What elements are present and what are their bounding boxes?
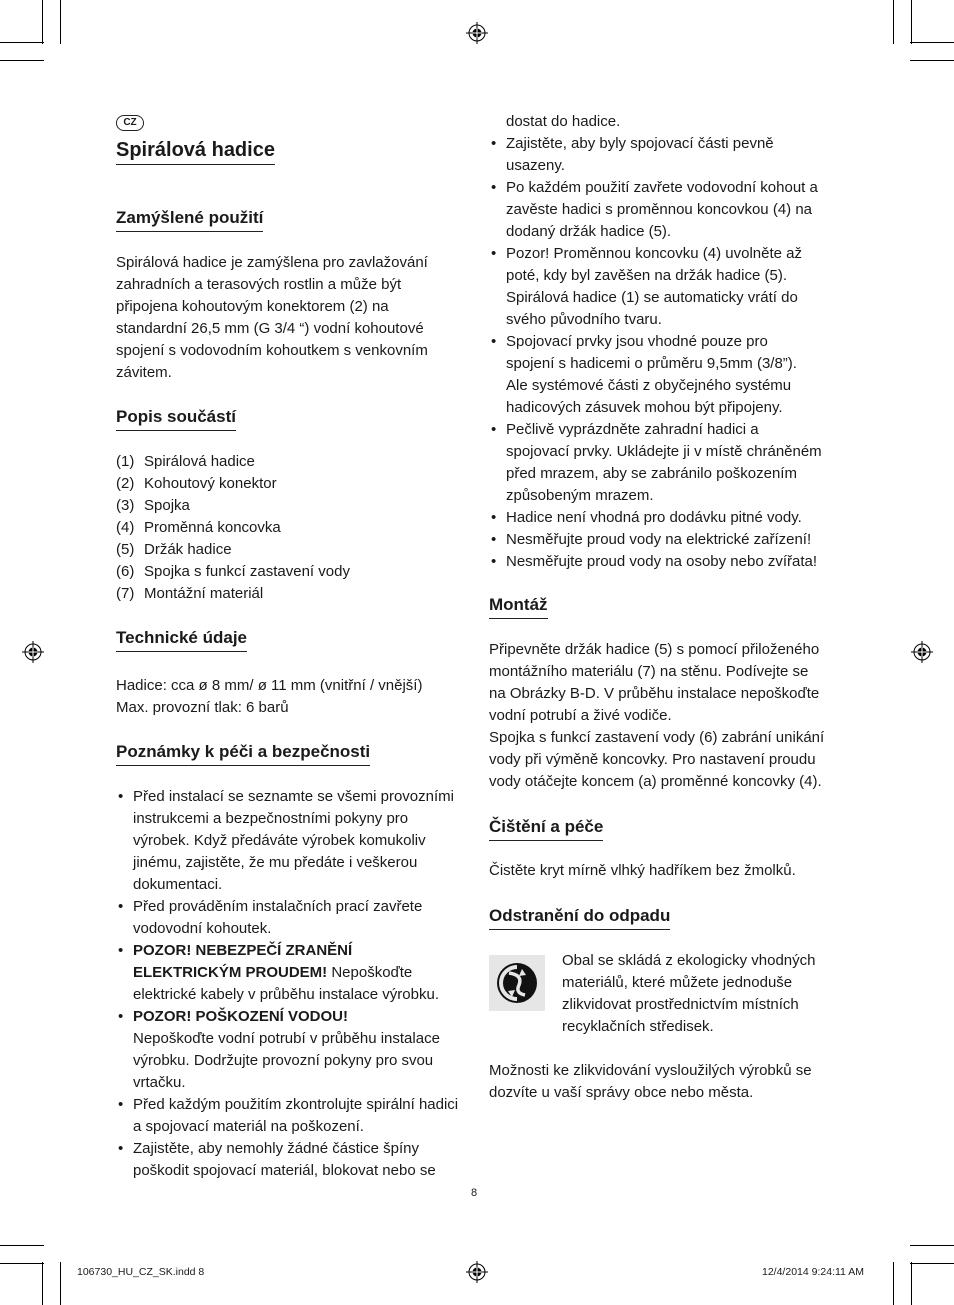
part-label: Spojka xyxy=(144,497,190,514)
text-line: vody při výměně koncovky. Pro nastavení proudu xyxy=(489,751,816,768)
text-line: Spirálová hadice je zamýšlena pro zavlažování xyxy=(116,254,428,271)
text-line: způsobeným mrazem. xyxy=(506,487,654,504)
crop-mark xyxy=(911,1262,912,1305)
list-item xyxy=(116,896,468,940)
text-line: Možnosti ke zlikvidování vysloužilých výrobků se xyxy=(489,1062,812,1079)
text-line: závitem. xyxy=(116,364,172,381)
text-line: před mrazem, aby se zabránilo poškozením xyxy=(506,465,797,482)
text-line: poté, kdy byl zavěšen na držák hadice (5). xyxy=(506,267,787,284)
list-item xyxy=(116,539,461,561)
crop-mark xyxy=(0,1263,44,1264)
parts-list xyxy=(116,451,461,605)
list-item xyxy=(489,419,839,507)
text-line: Spojka s funkcí zastavení vody (6) zabrání unikání xyxy=(489,729,825,746)
registration-mark-icon xyxy=(466,22,488,44)
page-title: Spirálová hadice xyxy=(116,137,275,165)
list-item xyxy=(116,517,461,539)
text-line: hadicových zásuvek mohou být připojeny. xyxy=(506,399,783,416)
text-line: na Obrázky B-D. V průběhu instalace nepoškoďte xyxy=(489,685,820,702)
warning-text: • POZOR! NEBEZPEČÍ ZRANĚNÍ xyxy=(133,942,353,959)
part-number: (6) xyxy=(116,563,135,580)
section-safety xyxy=(116,741,370,766)
text-line: Čistěte kryt mírně vlhký hadříkem bez žmolků. xyxy=(489,862,796,879)
part-number: (5) xyxy=(116,541,135,558)
section-heading: Popis součástí xyxy=(116,406,236,431)
intended-use-text xyxy=(116,252,461,384)
crop-mark xyxy=(893,1262,894,1305)
green-dot-recycle-icon xyxy=(489,955,545,1011)
text-line: dostat do hadice. xyxy=(506,113,621,130)
part-label: Kohoutový konektor xyxy=(144,475,277,492)
registration-mark-icon xyxy=(22,641,44,663)
warning-text: • POZOR! POŠKOZENÍ VODOU! xyxy=(133,1008,349,1025)
safety-list-left xyxy=(116,786,468,1182)
crop-mark xyxy=(0,1245,44,1246)
crop-mark xyxy=(893,0,894,44)
crop-mark xyxy=(0,60,44,61)
text-line: spojení s vodovodním kohoutkem s venkovním xyxy=(116,342,428,359)
tech-text xyxy=(116,675,461,719)
warning-text: ELEKTRICKÝM PROUDEM! xyxy=(133,964,328,981)
part-label: Spojka s funkcí zastavení vody xyxy=(144,563,350,580)
section-heading: Odstranění do odpadu xyxy=(489,905,670,930)
text-line: zlikvidovat prostřednictvím místních xyxy=(562,996,799,1013)
part-number: (4) xyxy=(116,519,135,536)
part-label: Spirálová hadice xyxy=(144,453,255,470)
list-item xyxy=(489,177,839,243)
text-line: jinému, zajistěte, že mu předáte i veškerou xyxy=(133,854,418,871)
list-item xyxy=(116,495,461,517)
crop-mark xyxy=(911,0,912,44)
text-line: • Hadice není vhodná pro dodávku pitné vody. xyxy=(506,509,802,526)
text-line: vodovodní kohoutek. xyxy=(133,920,272,937)
text-line: svého původního tvaru. xyxy=(506,311,662,328)
section-disposal xyxy=(489,905,670,930)
text-line: Připevněte držák hadice (5) s pomocí přiloženého xyxy=(489,641,820,658)
text-line: elektrické kabely v průběhu instalace výrobku. xyxy=(133,986,439,1003)
text-line: • Nesměřujte proud vody na osoby nebo zvířata! xyxy=(506,553,818,570)
text-line: vody otáčejte koncem (a) proměnné koncovky (4). xyxy=(489,773,822,790)
section-heading: Zamýšlené použití xyxy=(116,207,263,232)
language-badge: CZ xyxy=(116,115,144,131)
safety-list-right xyxy=(489,111,839,573)
list-item xyxy=(489,551,839,573)
section-heading: Poznámky k péči a bezpečnosti xyxy=(116,741,370,766)
text-line: Spirálová hadice (1) se automaticky vrátí do xyxy=(506,289,798,306)
part-label: Montážní materiál xyxy=(144,585,264,602)
crop-mark xyxy=(910,60,954,61)
crop-mark xyxy=(910,1245,954,1246)
text-line: • Před každým použitím zkontrolujte spirální hadici xyxy=(133,1096,459,1113)
text-line: • Nesměřujte proud vody na elektrické zařízení! xyxy=(506,531,812,548)
text-line: Hadice: cca ø 8 mm/ ø 11 mm (vnitřní / vnější) xyxy=(116,677,423,694)
text-line: připojena kohoutovým konektorem (2) na xyxy=(116,298,389,315)
text-line: • Před prováděním instalačních prací zavřete xyxy=(133,898,423,915)
part-number: (1) xyxy=(116,453,135,470)
text-line: • Zajistěte, aby byly spojovací části pevně xyxy=(506,135,774,152)
footer-file-info: 106730_HU_CZ_SK.indd 8 xyxy=(77,1266,205,1278)
text-line: Max. provozní tlak: 6 barů xyxy=(116,699,289,716)
section-intended-use xyxy=(116,207,263,232)
list-item xyxy=(489,331,839,419)
crop-mark xyxy=(60,0,61,44)
list-item xyxy=(116,940,468,1006)
section-heading: Technické údaje xyxy=(116,627,247,652)
list-item xyxy=(116,583,461,605)
cleaning-text xyxy=(489,860,839,882)
text-line: usazeny. xyxy=(506,157,565,174)
text-line: instrukcemi a bezpečnostními pokyny pro xyxy=(133,810,409,827)
text-line: poškodit spojovací materiál, blokovat nebo se xyxy=(133,1162,436,1179)
crop-mark xyxy=(42,1262,43,1305)
list-item xyxy=(116,1094,468,1138)
disposal-text xyxy=(489,1060,841,1104)
section-parts xyxy=(116,406,236,431)
crop-mark xyxy=(910,42,954,43)
text-line: standardní 26,5 mm (G 3/4 “) vodní kohoutové xyxy=(116,320,424,337)
list-item xyxy=(489,243,839,331)
text-line: Nepoškoďte xyxy=(327,964,413,981)
list-item xyxy=(116,473,461,495)
list-item xyxy=(116,1138,468,1182)
list-item xyxy=(489,507,839,529)
text-line: spojení s hadicemi o průměru 9,5mm (3/8”). xyxy=(506,355,797,372)
text-line: dozvíte u vaší správy obce nebo města. xyxy=(489,1084,754,1101)
part-label: Držák hadice xyxy=(144,541,232,558)
text-line: • Pozor! Proměnnou koncovku (4) uvolněte až xyxy=(506,245,802,262)
crop-mark xyxy=(0,42,44,43)
text-line: zavěste hadici s proměnnou koncovkou (4) na xyxy=(506,201,813,218)
section-cleaning xyxy=(489,816,603,841)
text-line: spojovací prvky. Ukládejte ji v místě chráněném xyxy=(506,443,822,460)
text-line: výrobku. Dodržujte provozní pokyny pro svou xyxy=(133,1052,434,1069)
text-line: • Po každém použití zavřete vodovodní kohout a xyxy=(506,179,818,196)
crop-mark xyxy=(910,1263,954,1264)
text-line: zahradních a terasových rostlin a může být xyxy=(116,276,402,293)
text-line: výrobek. Když předáváte výrobek komukoliv xyxy=(133,832,426,849)
text-line: recyklačních středisek. xyxy=(562,1018,714,1035)
registration-mark-icon xyxy=(466,1261,488,1283)
part-number: (2) xyxy=(116,475,135,492)
part-number: (7) xyxy=(116,585,135,602)
text-line: montážního materiálu (7) na stěnu. Podívejte se xyxy=(489,663,809,680)
list-item xyxy=(116,786,468,896)
list-item xyxy=(116,451,461,473)
text-line: dodaný držák hadice (5). xyxy=(506,223,672,240)
section-heading: Čištění a péče xyxy=(489,816,603,841)
text-line: vrtačku. xyxy=(133,1074,186,1091)
list-item xyxy=(489,529,839,551)
page-number: 8 xyxy=(471,1187,478,1199)
text-line: • Před instalací se seznamte se všemi provozními xyxy=(133,788,454,805)
part-label: Proměnná koncovka xyxy=(144,519,281,536)
text-line: Obal se skládá z ekologicky vhodných xyxy=(562,952,816,969)
section-heading: Montáž xyxy=(489,594,548,619)
text-line: Ale systémové části z obyčejného systému xyxy=(506,377,792,394)
registration-mark-icon xyxy=(911,641,933,663)
disposal-packaging-text xyxy=(562,950,842,1038)
text-line: vodní potrubí a živé vodiče. xyxy=(489,707,672,724)
text-line: • Zajistěte, aby nemohly žádné částice špíny xyxy=(133,1140,419,1157)
mounting-text xyxy=(489,639,841,793)
text-line: a spojovací materiál na poškození. xyxy=(133,1118,364,1135)
text-line: Nepoškoďte vodní potrubí v průběhu instalace xyxy=(133,1030,440,1047)
crop-mark xyxy=(42,0,43,44)
text-line: • Pečlivě vyprázdněte zahradní hadici a xyxy=(506,421,759,438)
crop-mark xyxy=(60,1262,61,1305)
section-mounting xyxy=(489,594,548,619)
text-line: materiálů, které můžete jednoduše xyxy=(562,974,793,991)
list-item xyxy=(489,133,839,177)
list-item xyxy=(116,561,461,583)
text-line: • Spojovací prvky jsou vhodné pouze pro xyxy=(506,333,768,350)
part-number: (3) xyxy=(116,497,135,514)
list-item xyxy=(116,1006,468,1094)
text-line: dokumentaci. xyxy=(133,876,223,893)
section-tech xyxy=(116,627,247,652)
footer-date: 12/4/2014 9:24:11 AM xyxy=(762,1266,864,1278)
